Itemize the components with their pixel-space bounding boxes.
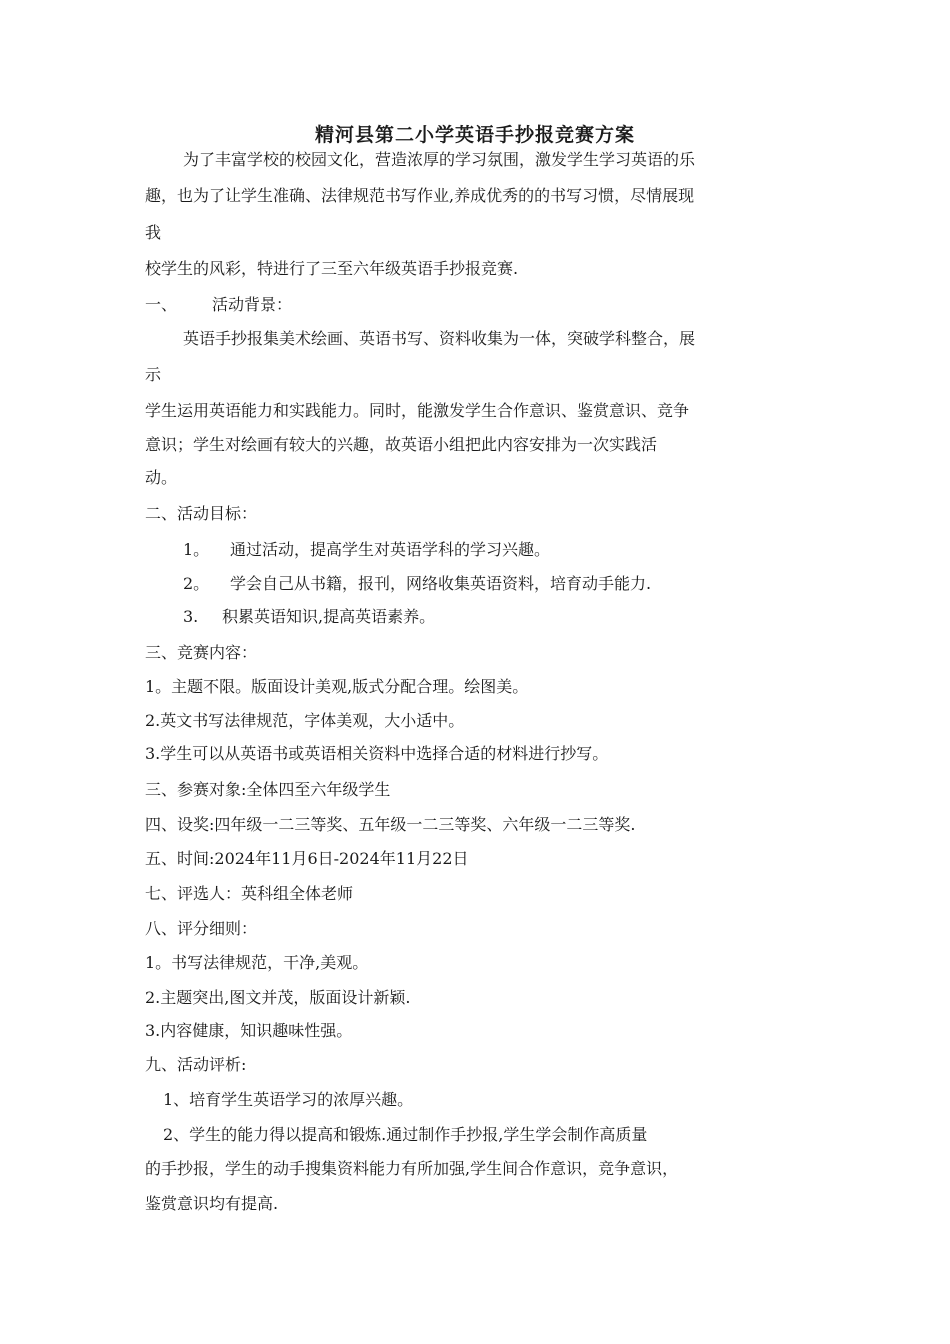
- content-item-1: 1。主题不限。版面设计美观,版式分配合理。绘图美。: [145, 677, 529, 696]
- section-1-line-1: 英语手抄报集美术绘画、英语书写、资料收集为一体，突破学科整合，展: [183, 329, 696, 348]
- criteria-item-3: 3.内容健康，知识趣味性强。: [145, 1021, 353, 1040]
- analysis-item-2-cont-2: 鉴赏意识均有提高.: [145, 1194, 279, 1213]
- goal-3-number: 3.: [183, 607, 199, 626]
- section-3-heading: 三、竞赛内容：: [145, 643, 258, 662]
- section-1-line-5: 动。: [145, 468, 178, 487]
- section-1-heading: 活动背景：: [212, 295, 293, 314]
- section-9-heading: 九、活动评析:: [145, 1055, 247, 1074]
- analysis-item-2: 2、学生的能力得以提高和锻炼.通过制作手抄报,学生学会制作高质量: [163, 1125, 648, 1144]
- goal-2-number: 2。: [183, 574, 210, 593]
- goal-1-number: 1。: [183, 540, 210, 559]
- section-1-line-4: 意识；学生对绘画有较大的兴趣，故英语小组把此内容安排为一次实践活: [145, 435, 658, 454]
- section-1-heading-number: 一、: [145, 295, 178, 314]
- section-2-heading: 二、活动目标：: [145, 504, 258, 523]
- intro-line-3: 我: [145, 223, 162, 242]
- intro-line-2: 趣，也为了让学生准确、法律规范书写作业,养成优秀的的书写习惯，尽情展现: [145, 186, 695, 205]
- section-1-line-3: 学生运用英语能力和实践能力。同时，能激发学生合作意识、鉴赏意识、竞争: [145, 401, 690, 420]
- section-1-line-2: 示: [145, 365, 162, 384]
- intro-line-4: 校学生的风彩，特进行了三至六年级英语手抄报竞赛.: [145, 259, 519, 278]
- awards-line: 四、设奖:四年级一二三等奖、五年级一二三等奖、六年级一二三等奖.: [145, 815, 636, 834]
- goal-1-text: 通过活动，提高学生对英语学科的学习兴趣。: [230, 540, 551, 559]
- analysis-item-2-cont-1: 的手抄报，学生的动手搜集资料能力有所加强,学生间合作意识，竞争意识，: [145, 1159, 679, 1178]
- analysis-item-1: 1、培育学生英语学习的浓厚兴趣。: [163, 1090, 414, 1109]
- intro-line-1: 为了丰富学校的校园文化，营造浓厚的学习氛围，激发学生学习英语的乐: [183, 150, 696, 169]
- goal-3-text: 积累英语知识,提高英语素养。: [222, 607, 436, 626]
- criteria-item-2: 2.主题突出,图文并茂，版面设计新颖.: [145, 988, 411, 1007]
- judges-line: 七、评选人：英科组全体老师: [145, 884, 354, 903]
- content-item-2: 2.英文书写法律规范，字体美观，大小适中。: [145, 711, 465, 730]
- goal-2-text: 学会自己从书籍，报刊，网络收集英语资料，培育动手能力.: [230, 574, 652, 593]
- time-line: 五、时间:2024年11月6日-2024年11月22日: [145, 849, 469, 868]
- document-title: 精河县第二小学英语手抄报竞赛方案: [314, 124, 635, 146]
- criteria-item-1: 1。书写法律规范，干净,美观。: [145, 953, 369, 972]
- content-item-3: 3.学生可以从英语书或英语相关资料中选择合适的材料进行抄写。: [145, 744, 609, 763]
- section-8-heading: 八、评分细则：: [145, 919, 258, 938]
- participants-line: 三、参赛对象:全体四至六年级学生: [145, 780, 391, 799]
